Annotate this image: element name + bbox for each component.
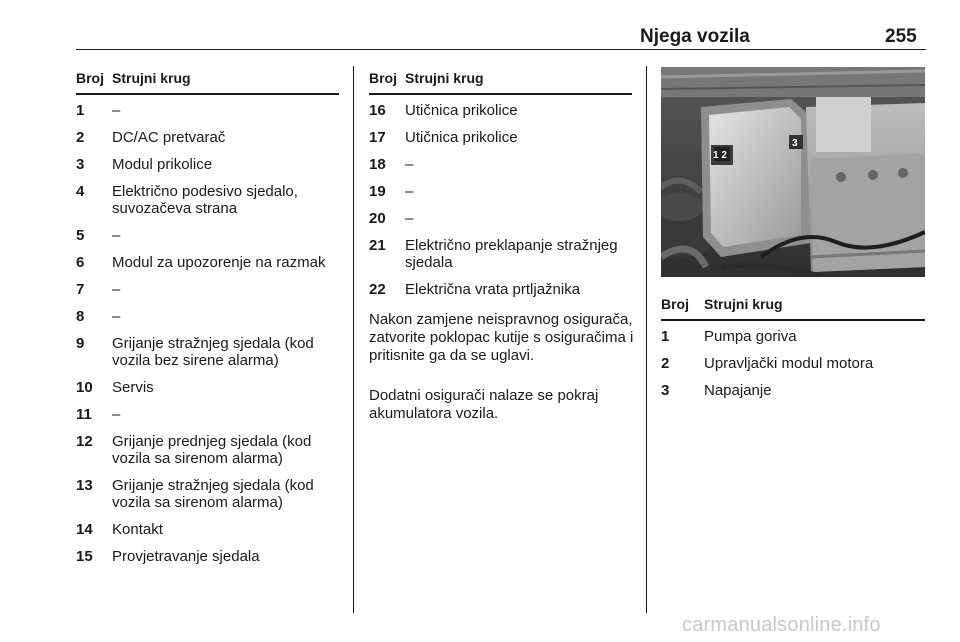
column-header-circuit: Strujni krug [112, 70, 191, 86]
fuse-number: 22 [369, 281, 386, 298]
circuit-description: Pumpa goriva [704, 328, 797, 345]
column-header-number: Broj [661, 296, 689, 312]
table-row [369, 237, 632, 271]
circuit-description: – [405, 210, 414, 227]
fuse-table-2-header [369, 70, 632, 95]
circuit-description: Upravljački modul motora [704, 355, 874, 372]
table-row [76, 406, 339, 423]
fuse-box-photo [661, 67, 925, 277]
instruction-paragraph: Nakon zamjene neispravnog osigurača, zatvorite poklopac kutije s osiguračima i pritisnite ga da se uglavi. [369, 311, 634, 364]
callout-label-3: 3 [792, 138, 798, 149]
column-divider-right [646, 66, 647, 613]
table-row [76, 433, 339, 467]
fuse-number: 16 [369, 102, 386, 119]
fuse-number: 5 [76, 227, 85, 244]
callout-label-1-2: 1 2 [713, 150, 727, 161]
fuse-number: 1 [661, 328, 670, 345]
circuit-description: Kontakt [112, 521, 163, 538]
circuit-description: – [112, 308, 121, 325]
column-divider-left [353, 66, 354, 613]
additional-fuses-paragraph: Dodatni osigurači nalaze se pokraj akumulatora vozila. [369, 387, 599, 422]
fuse-number: 4 [76, 183, 85, 200]
fuse-number: 3 [76, 156, 85, 173]
table-row [76, 521, 339, 538]
table-row [76, 156, 339, 173]
circuit-description: – [112, 281, 121, 298]
fuse-number: 10 [76, 379, 93, 396]
table-row [369, 281, 632, 298]
circuit-description: Utičnica prikolice [405, 129, 518, 146]
table-row [76, 308, 339, 325]
fuse-number: 21 [369, 237, 386, 254]
watermark: carmanualsonline.info [682, 614, 881, 636]
circuit-description: Grijanje prednjeg sjedala (kod vozila sa sirenom alarma) [112, 433, 312, 467]
fuse-number: 20 [369, 210, 386, 227]
column-header-circuit: Strujni krug [405, 70, 484, 86]
fuse-number: 2 [661, 355, 670, 372]
table-row [661, 328, 925, 345]
table-row [76, 281, 339, 298]
table-row [369, 129, 632, 146]
circuit-description: Provjetravanje sjedala [112, 548, 260, 565]
fuse-table-2-body [369, 102, 632, 298]
table-row [369, 183, 632, 200]
circuit-description: Električno preklapanje stražnjeg sjedala [405, 237, 618, 271]
circuit-description: Grijanje stražnjeg sjedala (kod vozila bez sirene alarma) [112, 335, 314, 369]
header-rule [76, 49, 926, 50]
fuse-number: 12 [76, 433, 93, 450]
table-row [661, 355, 925, 372]
fuse-table-3 [661, 296, 925, 399]
fuse-table-3-header [661, 296, 925, 321]
circuit-description: Servis [112, 379, 154, 396]
circuit-description: DC/AC pretvarač [112, 129, 226, 146]
fuse-number: 7 [76, 281, 85, 298]
circuit-description: – [112, 406, 121, 423]
fuse-number: 2 [76, 129, 85, 146]
fuse-table-2 [369, 70, 632, 298]
fuse-number: 1 [76, 102, 85, 119]
table-row [76, 102, 339, 119]
table-row [369, 210, 632, 227]
fuse-table-1-body [76, 102, 339, 565]
fuse-number: 18 [369, 156, 386, 173]
fuse-number: 15 [76, 548, 93, 565]
page-header-title: Njega vozila [640, 26, 750, 47]
table-row [76, 227, 339, 244]
table-row [76, 548, 339, 565]
circuit-description: Napajanje [704, 382, 772, 399]
table-row [76, 335, 339, 369]
fuse-number: 17 [369, 129, 386, 146]
fuse-number: 13 [76, 477, 93, 494]
fuse-number: 3 [661, 382, 670, 399]
fuse-number: 9 [76, 335, 85, 352]
page-number: 255 [885, 26, 917, 47]
fuse-number: 8 [76, 308, 85, 325]
circuit-description: Modul prikolice [112, 156, 213, 173]
fuse-number: 14 [76, 521, 93, 538]
table-row [76, 183, 339, 217]
circuit-description: – [405, 156, 414, 173]
table-row [76, 129, 339, 146]
circuit-description: – [112, 102, 121, 119]
column-header-number: Broj [76, 70, 104, 86]
circuit-description: Električno podesivo sjedalo, suvozačeva strana [112, 183, 298, 217]
table-row [369, 102, 632, 119]
fuse-number: 6 [76, 254, 85, 271]
circuit-description: Električna vrata prtljažnika [405, 281, 581, 298]
fuse-table-1-header [76, 70, 339, 95]
table-row [76, 477, 339, 511]
table-row [76, 379, 339, 396]
circuit-description: – [112, 227, 121, 244]
column-header-circuit: Strujni krug [704, 296, 783, 312]
fuse-number: 19 [369, 183, 386, 200]
circuit-description: – [405, 183, 414, 200]
circuit-description: Utičnica prikolice [405, 102, 518, 119]
table-row [76, 254, 339, 271]
circuit-description: Grijanje stražnjeg sjedala (kod vozila sa sirenom alarma) [112, 477, 314, 511]
circuit-description: Modul za upozorenje na razmak [112, 254, 326, 271]
fuse-number: 11 [76, 406, 92, 423]
table-row [661, 382, 925, 399]
fuse-table-1 [76, 70, 339, 565]
table-row [369, 156, 632, 173]
fuse-table-3-body [661, 328, 925, 399]
column-header-number: Broj [369, 70, 397, 86]
